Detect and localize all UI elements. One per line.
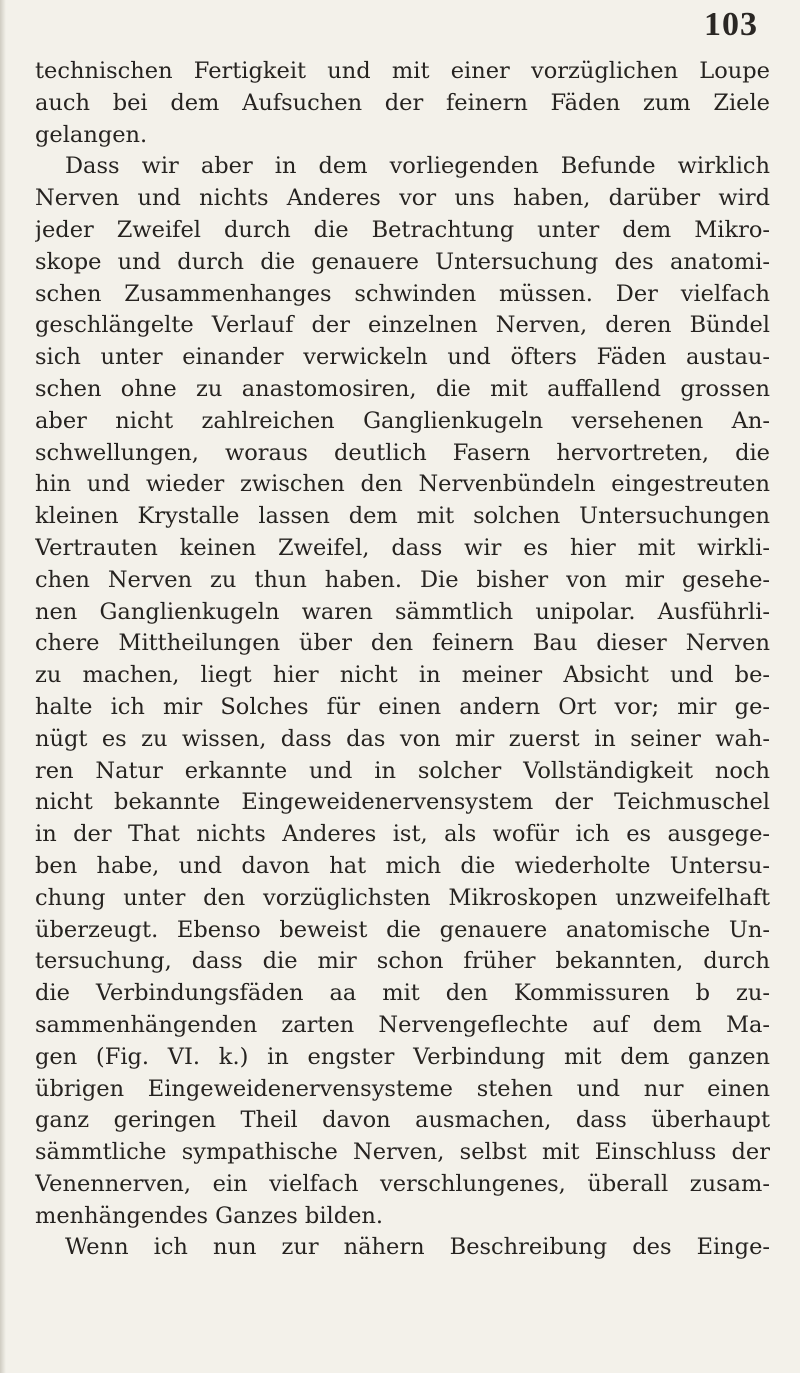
text-line: halte ich mir Solches für einen andern Ort vor; mir ge- [35, 693, 770, 720]
text-line: die Verbindungsfäden aa mit den Kommissuren b zu- [35, 980, 770, 1007]
page-edge-shadow [0, 0, 6, 1373]
text-line: nen Ganglienkugeln waren sämmtlich unipolar. Ausführli- [35, 598, 770, 625]
body-text [35, 56, 770, 1264]
text-line: sich unter einander verwickeln und öfters Fäden austau- [35, 344, 770, 371]
text-line: gen (Fig. VI. k.) in engster Verbindung mit dem ganzen [35, 1043, 770, 1070]
text-line: ganz geringen Theil davon ausmachen, dass überhaupt [35, 1107, 770, 1134]
text-line: auch bei dem Aufsuchen der feinern Fäden zum Ziele [35, 89, 770, 116]
text-line: Venennerven, ein vielfach verschlungenes, überall zusam- [35, 1170, 770, 1197]
text-line: in der That nichts Anderes ist, als wofür ich es ausgege- [35, 821, 770, 848]
text-line: ben habe, und davon hat mich die wiederholte Untersu- [35, 852, 770, 879]
text-line: chere Mittheilungen über den feinern Bau dieser Nerven [35, 630, 770, 657]
text-line: geschlängelte Verlauf der einzelnen Nerven, deren Bündel [35, 312, 770, 339]
text-line: tersuchung, dass die mir schon früher bekannten, durch [35, 948, 770, 975]
text-line: chen Nerven zu thun haben. Die bisher von mir gesehe- [35, 566, 770, 593]
page-number: 103 [704, 6, 758, 43]
text-line: kleinen Krystalle lassen dem mit solchen Untersuchungen [35, 503, 770, 530]
text-line: Dass wir aber in dem vorliegenden Befunde wirklich [65, 153, 770, 180]
text-line: skope und durch die genauere Untersuchung des anatomi- [35, 248, 770, 275]
text-line: übrigen Eingeweidenervensysteme stehen und nur einen [35, 1075, 770, 1102]
text-line: jeder Zweifel durch die Betrachtung unter dem Mikro- [35, 216, 770, 243]
text-line: schen ohne zu anastomosiren, die mit auffallend grossen [35, 375, 770, 402]
text-line: überzeugt. Ebenso beweist die genauere anatomische Un- [35, 916, 770, 943]
text-line: aber nicht zahlreichen Ganglienkugeln versehenen An- [35, 407, 770, 434]
text-line: Wenn ich nun zur nähern Beschreibung des Einge- [65, 1234, 770, 1261]
text-line: schwellungen, woraus deutlich Fasern hervortreten, die [35, 439, 770, 466]
text-line: sammenhängenden zarten Nervengeflechte auf dem Ma- [35, 1011, 770, 1038]
text-line: Vertrauten keinen Zweifel, dass wir es hier mit wirkli- [35, 534, 770, 561]
text-line: menhängendes Ganzes bilden. [35, 1202, 384, 1229]
text-line: nicht bekannte Eingeweidenervensystem der Teichmuschel [35, 789, 770, 816]
text-line: nügt es zu wissen, dass das von mir zuerst in seiner wah- [35, 725, 770, 752]
text-line: chung unter den vorzüglichsten Mikroskopen unzweifelhaft [35, 884, 770, 911]
text-line: ren Natur erkannte und in solcher Vollständigkeit noch [35, 757, 770, 784]
text-line: zu machen, liegt hier nicht in meiner Absicht und be- [35, 662, 770, 689]
text-line: Nerven und nichts Anderes vor uns haben, darüber wird [35, 185, 770, 212]
text-line: gelangen. [35, 121, 148, 148]
text-line: hin und wieder zwischen den Nervenbündeln eingestreuten [35, 471, 770, 498]
text-line: schen Zusammenhanges schwinden müssen. Der vielfach [35, 280, 770, 307]
text-line: technischen Fertigkeit und mit einer vorzüglichen Loupe [35, 58, 770, 84]
text-line: sämmtliche sympathische Nerven, selbst mit Einschluss der [35, 1139, 770, 1166]
